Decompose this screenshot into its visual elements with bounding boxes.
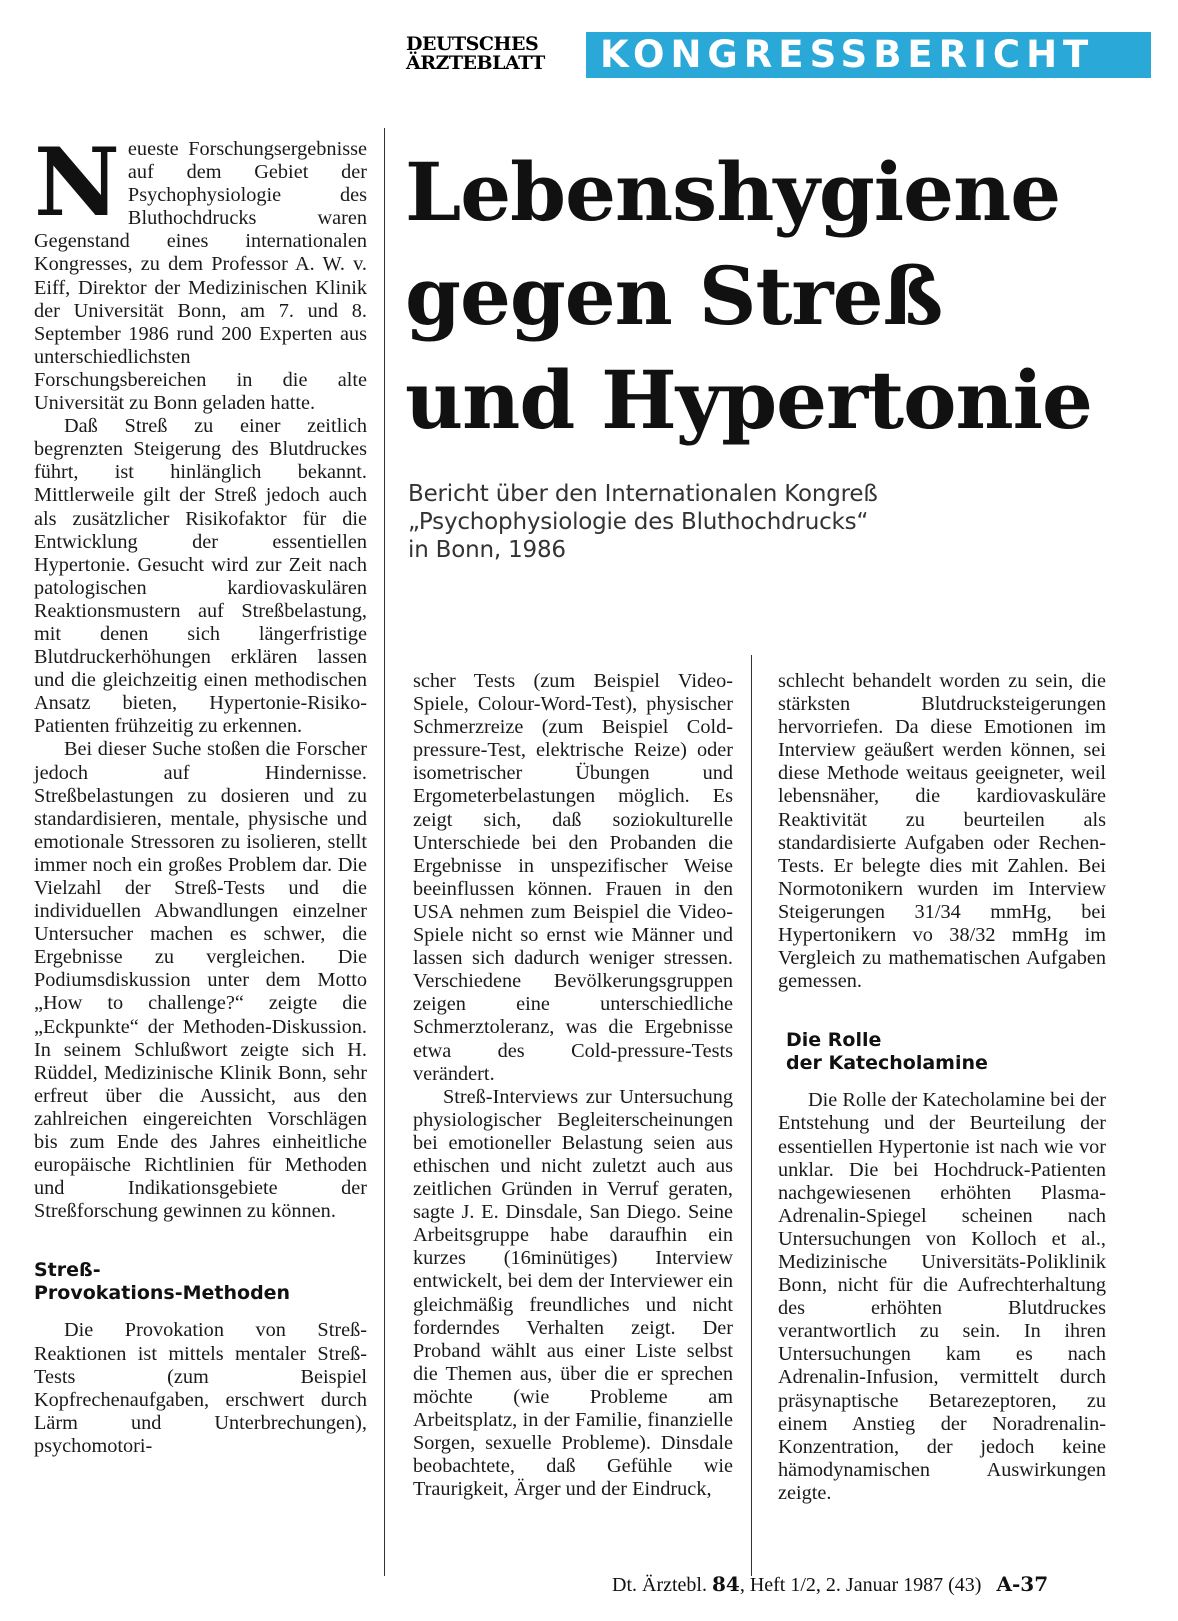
paragraph-2: Daß Streß zu einer zeitlich begrenzten Steigerung des Blutdruckes führt, ist hinlänglich bekannt. Mittlerweile gilt der Streß jedoch auch als zusätzlicher Risikofaktor für die Entwicklung der essentiellen Hypertonie. Gesucht wird zur Zeit nach patologischen kardiovaskulären Reaktionsmustern auf Streßbelastung, mit denen sich längerfristige Blutdruckerhöhungen erklären lassen und die gleichzeitig einen methodischen Ansatz bieten, Hypertonie-Risiko-Patienten frühzeitig zu erkennen. [34,415,367,738]
citation-volume: 84 [711,1572,740,1596]
drop-cap: N [34,128,120,238]
paragraph-5a: Streß-Interviews zur Untersuchung physiologischer Begleiterscheinungen bei emotioneller Belastung seien aus ethischen und nicht zuletzt auch aus zeitlichen Gründen in Verruf geraten, sagte J. E. Dinsdale, San Diego. Seine Arbeitsgruppe habe daraufhin ein kurzes (16minütiges) Interview entwickelt, bei dem der Interviewer ein gleichmäßig freundliches und nicht forderndes Verhalten zeigt. Der Proband wählt aus einer Liste selbst die Themen aus, über die er sprechen möchte (wie Probleme am Arbeitsplatz, in der Familie, finanzielle Sorgen, sexuelle Probleme). Dinsdale beobachtete, daß Gefühle wie Traurigkeit, Ärger und der Eindruck, [413,1085,733,1501]
journal-name-line1: DEUTSCHES [406,33,539,55]
article-subtitle [408,480,1108,564]
citation-prefix: Dt. Ärztebl. [612,1574,707,1596]
title-line-3: und Hypertonie [405,353,1092,447]
heading-line-2: der Katecholamine [786,1052,988,1075]
heading-line-2: Provokations-Methoden [34,1282,291,1305]
article-column-3 [778,670,1106,1505]
subtitle-line-1: Bericht über den Internationalen Kongreß [408,481,878,507]
column-rule-2 [751,655,752,1576]
paragraph-6: Die Rolle der Katecholamine bei der Entstehung und der Beurteilung der essentiellen Hypertonie ist nach wie vor unklar. Die bei Hochdruck-Patienten nachgewiesenen erhöhten Plasma-Adrenalin-Spiegel scheinen nach Untersuchungen von Kolloch et al., Medizinische Universitäts-Poliklinik Bonn, nicht für die Aufrechterhaltung des erhöhten Blutdruckes verantwortlich zu sein. In ihren Untersuchungen kam es nach Adrenalin-Infusion, vermittelt durch präsynaptische Betarezeptoren, zu einem Anstieg der Noradrenalin-Konzentration, der jedoch keine hämodynamischen Auswirkungen zeigte. [778,1089,1106,1504]
heading-line-1: Die Rolle [786,1029,882,1052]
subtitle-line-2: „Psychophysiologie des Bluthochdrucks“ [408,509,869,535]
citation-rest: , Heft 1/2, 2. Januar 1987 (43) [739,1574,982,1596]
section-banner: KONGRESSBERICHT [586,32,1151,78]
title-line-1: Lebenshygiene [405,145,1061,239]
intro-paragraph [34,128,367,415]
section-heading-provokation [34,1259,367,1305]
article-title [405,140,1165,452]
journal-name [406,35,576,73]
section-heading-katecholamine [778,1029,1106,1075]
paragraph-5b: schlecht behandelt worden zu sein, die stärksten Blutdrucksteigerungen hervorriefen. Da diese Emotionen im Interview geäußert werden können, sei diese Methode weitaus geeigneter, weil lebensnäher, die kardiovaskuläre Reaktivität zu beurteilen als standardisierte Aufgaben oder Rechen-Tests. Er belegte dies mit Zahlen. Bei Normotonikern wurden im Interview Steigerungen 31/34 mmHg, bei Hypertonikern vo 38/32 mmHg im Vergleich zu mathematischen Aufgaben gemessen. [778,670,1106,993]
subtitle-line-3: in Bonn, 1986 [408,537,566,563]
journal-name-line2: ÄRZTEBLATT [406,52,545,74]
article-column-1 [34,128,367,1458]
paragraph-4a: Die Provokation von Streß-Reaktionen ist mittels mentaler Streß-Tests (zum Beispiel Kopfrechenaufgaben, erschwert durch Lärm und Unterbrechungen), psychomotori- [34,1319,367,1457]
page-footer [612,1572,1142,1597]
article-column-2 [413,670,733,1501]
title-line-2: gegen Streß [405,249,943,343]
paragraph-4b: scher Tests (zum Beispiel Video-Spiele, Colour-Word-Test), physischer Schmerzreize (zum Beispiel Cold-pressure-Test, elektrische Reize) oder isometrischer Übungen und Ergometerbelastungen möglich. Es zeigt sich, daß soziokulturelle Unterschiede bei den Probanden die Ergebnisse in unspezifischer Weise beeinflussen können. Frauen in den USA nehmen zum Beispiel die Video-Spiele nicht so ernst wie Männer und lassen sich dadurch weniger stressen. Verschiedene Bevölkerungsgruppen zeigen eine unterschiedliche Schmerztoleranz, was die Ergebnisse etwa des Cold-pressure-Tests verändert. [413,670,733,1085]
paragraph-3: Bei dieser Suche stoßen die Forscher jedoch auf Hindernisse. Streßbelastungen zu dosieren und zu standardisieren, mentale, physische und emotionale Stressoren zu isolieren, stellt immer noch ein großes Problem dar. Die Vielzahl der Streß-Tests und die individuellen Abwandlungen einzelner Untersucher machen es schwer, die Ergebnisse zu vergleichen. Die Podiumsdiskussion unter dem Motto „How to challenge?“ zeigte die „Eckpunkte“ der Methoden-Diskussion. In seinem Schlußwort zeigte sich H. Rüddel, Medizinische Klinik Bonn, sehr erfreut über die Aussicht, aus den zahlreichen eingereichten Vorschlägen bis zum Ende des Jahres einheitliche europäische Richtlinien für Methoden und Indikationsgebiete der Streßforschung gewinnen zu können. [34,738,367,1223]
heading-line-1: Streß- [34,1259,101,1282]
intro-text: eueste Forschungsergebnisse auf dem Gebiet der Psychophysiologie des Bluthochdrucks waren Gegenstand eines internationalen Kongresses, zu dem Professor A. W. v. Eiff, Direktor der Medizinischen Klinik der Universität Bonn, am 7. und 8. September 1986 rund 200 Experten aus unterschiedlichsten Forschungsbereichen in die alte Universität zu Bonn geladen hatte. [34,138,367,415]
page-number: A-37 [996,1572,1049,1596]
column-rule-1 [384,128,385,1576]
masthead [406,32,1151,78]
